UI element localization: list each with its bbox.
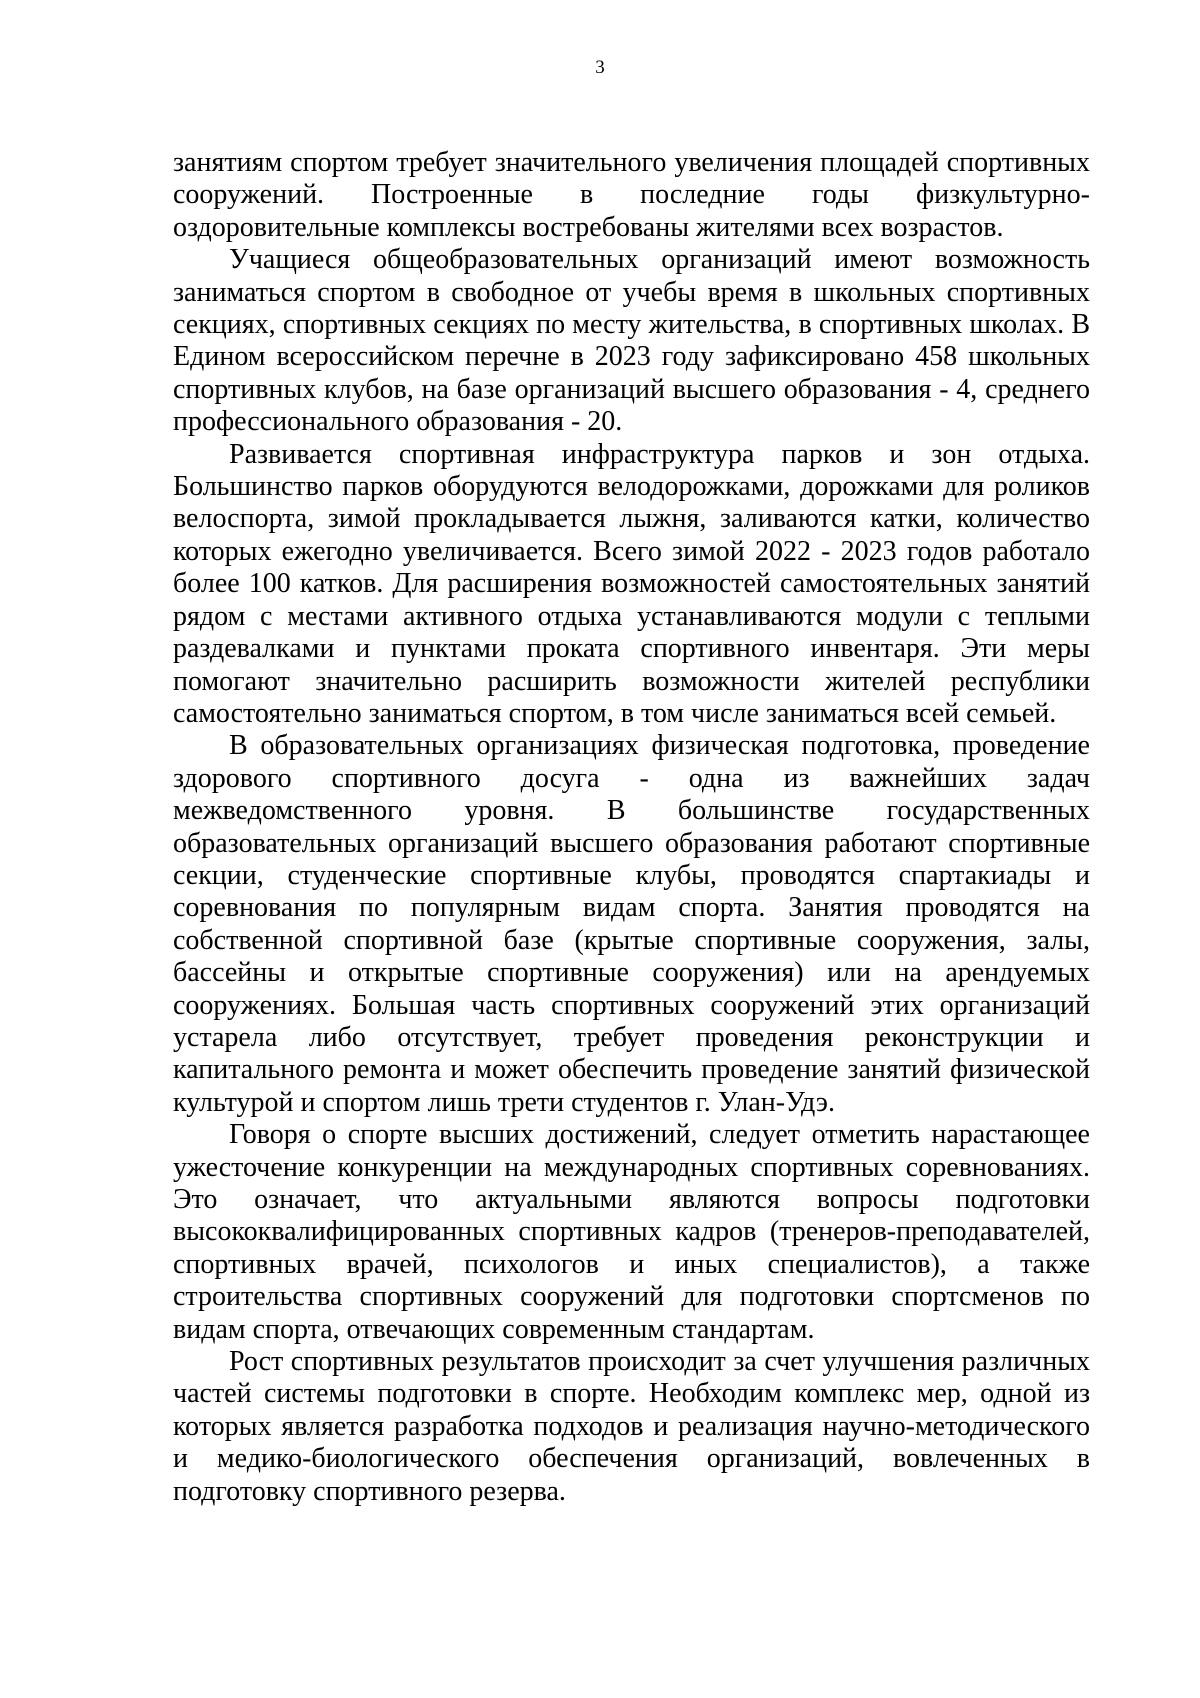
paragraph-elite-sports: Говоря о спорте высших достижений, следует отметить нарастающее ужесточение конкуренции на международных спортивных соревнованиях. Это означает, что актуальными являются вопросы подготовки высококвалифицированных спортивных кадров (тренеров-преподавателей, спортивных врачей, психологов и иных специалистов), а также строительства спортивных сооружений для подготовки спортсменов по видам спорта, отвечающих современным стандартам.: [173, 1119, 1090, 1345]
document-body: [173, 147, 1090, 1508]
paragraph-higher-education-sports: В образовательных организациях физическая подготовка, проведение здорового спортивного досуга - одна из важнейших задач межведомственного уровня. В большинстве государственных образовательных организаций высшего образования работают спортивные секции, студенческие спортивные клубы, проводятся спартакиады и соревнования по популярным видам спорта. Занятия проводятся на собственной спортивной базе (крытые спортивные сооружения, залы, бассейны и открытые спортивные сооружения) или на арендуемых сооружениях. Большая часть спортивных сооружений этих организаций устарела либо отсутствует, требует проведения реконструкции и капитального ремонта и может обеспечить проведение занятий физической культурой и спортом лишь трети студентов г. Улан-Удэ.: [173, 730, 1090, 1118]
paragraph-continued: занятиям спортом требует значительного увеличения площадей спортивных сооружений. Построенные в последние годы физкультурно-оздоровительные комплексы востребованы жителями всех возрастов.: [173, 147, 1090, 243]
paragraph-sports-results: Рост спортивных результатов происходит за счет улучшения различных частей системы подготовки в спорте. Необходим комплекс мер, одной из которых является разработка подходов и реализация научно-методического и медико-биологического обеспечения организаций, вовлеченных в подготовку спортивного резерва.: [173, 1346, 1090, 1507]
paragraph-school-sports: Учащиеся общеобразовательных организаций имеют возможность заниматься спортом в свободное от учебы время в школьных спортивных секциях, спортивных секциях по месту жительства, в спортивных школах. В Едином всероссийском перечне в 2023 году зафиксировано 458 школьных спортивных клубов, на базе организаций высшего образования - 4, среднего профессионального образования - 20.: [173, 244, 1090, 438]
paragraph-park-infrastructure: Развивается спортивная инфраструктура парков и зон отдыха. Большинство парков оборудуются велодорожками, дорожками для роликов велоспорта, зимой прокладывается лыжня, заливаются катки, количество которых ежегодно увеличивается. Всего зимой 2022 - 2023 годов работало более 100 катков. Для расширения возможностей самостоятельных занятий рядом с местами активного отдыха устанавливаются модули с теплыми раздевалками и пунктами проката спортивного инвентаря. Эти меры помогают значительно расширить возможности жителей республики самостоятельно заниматься спортом, в том числе заниматься всей семьей.: [173, 438, 1090, 729]
page-number: 3: [595, 57, 605, 78]
